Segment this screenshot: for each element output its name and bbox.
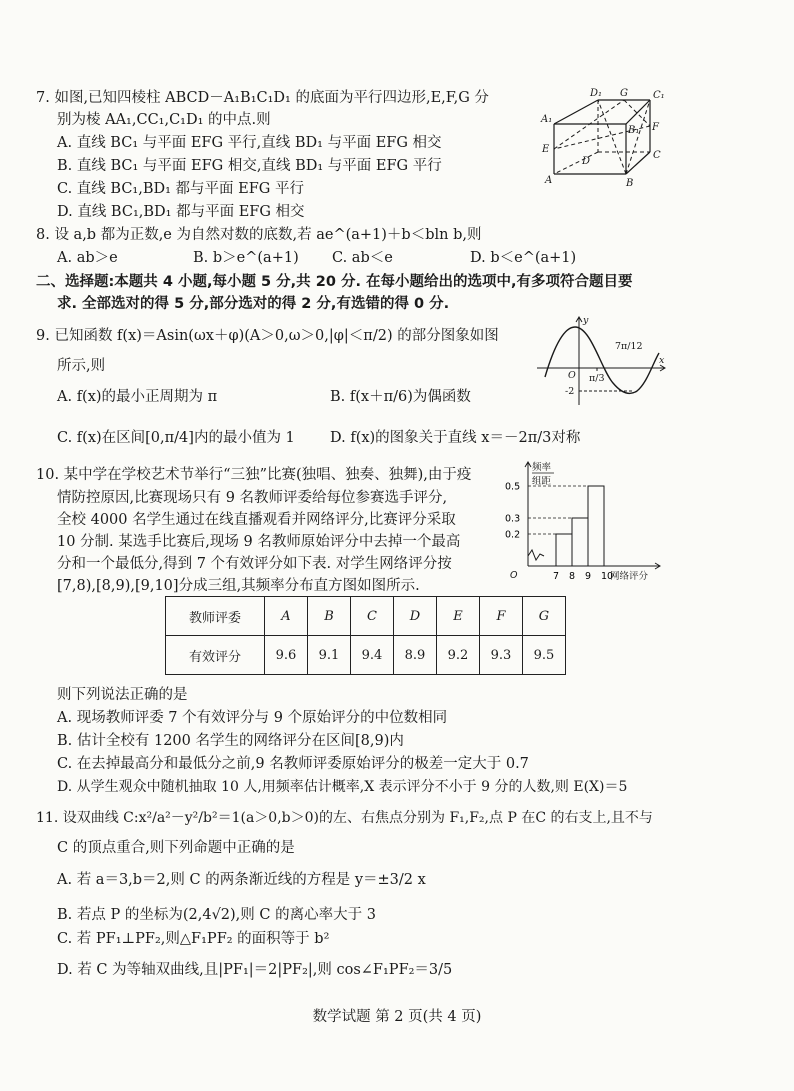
label-b1: B₁: [628, 125, 640, 136]
q11-option-b: B. 若点 P 的坐标为(2,4√2),则 C 的离心率大于 3: [57, 907, 376, 923]
q10-option-c: C. 在去掉最高分和最低分之前,9 名教师评委原始评分的极差一定大于 0.7: [57, 756, 529, 772]
label-d: D: [582, 156, 591, 167]
table-cell: B: [308, 597, 351, 636]
histogram-ylabel-top: 频率: [532, 462, 552, 473]
q9-stem-line2: 所示,则: [57, 358, 106, 374]
sine-graph: [535, 313, 670, 408]
histogram-ylabel-bottom: 组距: [532, 476, 552, 487]
table-cell: F: [480, 597, 523, 636]
q9-option-a: A. f(x)的最小正周期为 π: [57, 389, 218, 405]
section2-line2: 求. 全部选对的得 5 分,部分选对的得 2 分,有选错的得 0 分.: [57, 296, 450, 312]
table-cell: D: [394, 597, 437, 636]
q7-option-c: C. 直线 BC₁,BD₁ 都与平面 EFG 平行: [57, 181, 304, 197]
q9-stem-line1: 9. 已知函数 f(x)＝Asin(ωx＋φ)(A＞0,ω＞0,|φ|＜π/2) 的部分图象如图: [36, 328, 499, 344]
q10-line2: 情防控原因,比赛现场只有 9 名教师评委给每位参赛选手评分,: [57, 490, 448, 506]
histogram-x-tick: 8: [569, 571, 576, 582]
section2-line1: 二、选择题:本题共 4 小题,每小题 5 分,共 20 分. 在每小题给出的选项中,有多项符合题目要: [36, 274, 633, 290]
label-e: E: [542, 144, 550, 155]
q8-option-c: C. ab＜e: [332, 250, 393, 266]
q11-option-a: A. 若 a＝3,b＝2,则 C 的两条渐近线的方程是 y＝±3/2 x: [57, 872, 426, 888]
label-b: B: [626, 178, 634, 189]
histogram-x-tick: 10: [601, 571, 614, 582]
q11-stem-line1: 11. 设双曲线 C:x²/a²－y²/b²＝1(a＞0,b＞0)的左、右焦点分别为 F₁,F₂,点 P 在C 的右支上,且不与: [36, 810, 653, 826]
q8-option-b: B. b＞e^(a+1): [193, 250, 299, 266]
q8-stem: 8. 设 a,b 都为正数,e 为自然对数的底数,若 ae^(a+1)＋b＜bln b,则: [36, 227, 482, 243]
prism-figure: [540, 86, 680, 192]
table-cell: 9.2: [437, 636, 480, 675]
graph-neg2: -2: [565, 386, 575, 397]
table-cell: A: [265, 597, 308, 636]
label-a1: A₁: [541, 114, 553, 125]
histogram-origin: O: [510, 570, 518, 581]
table-cell: 8.9: [394, 636, 437, 675]
label-c1: C₁: [653, 90, 665, 101]
q11-stem-line2: C 的顶点重合,则下列命题中正确的是: [57, 840, 295, 856]
q9-option-c: C. f(x)在区间[0,π/4]内的最小值为 1: [57, 430, 295, 446]
table-cell: 9.3: [480, 636, 523, 675]
q8-option-a: A. ab＞e: [57, 250, 118, 266]
q9-option-b: B. f(x＋π/6)为偶函数: [330, 389, 471, 405]
q10-line3: 全校 4000 名学生通过在线直播观看并网络评分,比赛评分采取: [57, 512, 456, 528]
q10-option-a: A. 现场教师评委 7 个有效评分与 9 个原始评分的中位数相同: [57, 710, 448, 726]
page-footer: 数学试题 第 2 页(共 4 页): [312, 1009, 482, 1025]
q7-option-d: D. 直线 BC₁,BD₁ 都与平面 EFG 相交: [57, 204, 305, 220]
q7-option-b: B. 直线 BC₁ 与平面 EFG 相交,直线 BD₁ 与平面 EFG 平行: [57, 158, 442, 174]
q7-stem-line1: 7. 如图,已知四棱柱 ABCD－A₁B₁C₁D₁ 的底面为平行四边形,E,F,G 分: [36, 90, 489, 106]
table-row: [166, 597, 566, 636]
table-cell: 9.6: [265, 636, 308, 675]
frequency-histogram: [500, 458, 670, 588]
histogram-y-tick: 0.2: [505, 529, 521, 541]
label-f: F: [652, 122, 659, 133]
q11-option-d: D. 若 C 为等轴双曲线,且|PF₁|＝2|PF₂|,则 cos∠F₁PF₂＝3/5: [57, 962, 453, 978]
q10-line4: 10 分制. 某选手比赛后,现场 9 名教师原始评分中去掉一个最高: [57, 534, 461, 550]
table-cell: G: [523, 597, 566, 636]
q8-option-d: D. b＜e^(a+1): [470, 250, 577, 266]
q7-option-a: A. 直线 BC₁ 与平面 EFG 平行,直线 BD₁ 与平面 EFG 相交: [57, 135, 442, 151]
q10-line6: [7,8),[8,9),[9,10]分成三组,其频率分布直方图如图所示.: [57, 578, 420, 594]
table-cell: 9.1: [308, 636, 351, 675]
histogram-x-tick: 7: [553, 571, 560, 582]
histogram-bar: [588, 486, 604, 566]
graph-x-label: x: [659, 355, 665, 366]
histogram-y-tick: 0.5: [505, 481, 521, 493]
graph-pi3: π/3: [589, 373, 605, 384]
graph-7pi12: 7π/12: [615, 341, 643, 352]
graph-y-label: y: [583, 315, 589, 326]
q10-after: 则下列说法正确的是: [57, 687, 188, 703]
histogram-x-tick: 9: [585, 571, 592, 582]
table-cell: E: [437, 597, 480, 636]
table-cell: 9.5: [523, 636, 566, 675]
table-cell: C: [351, 597, 394, 636]
label-c: C: [653, 150, 661, 161]
histogram-xlabel: 网络评分: [610, 571, 649, 582]
graph-origin: O: [568, 370, 576, 381]
histogram-bar: [572, 518, 588, 566]
q7-stem-line2: 别为棱 AA₁,CC₁,C₁D₁ 的中点.则: [57, 112, 271, 128]
q10-option-b: B. 估计全校有 1200 名学生的网络评分在区间[8,9)内: [57, 733, 404, 749]
table-row: [166, 636, 566, 675]
q11-option-c: C. 若 PF₁⊥PF₂,则△F₁PF₂ 的面积等于 b²: [57, 931, 330, 947]
q10-line1: 10. 某中学在学校艺术节举行“三独”比赛(独唱、独奏、独舞),由于疫: [36, 467, 472, 483]
label-g: G: [620, 88, 628, 99]
table-header-judges: 教师评委: [166, 597, 265, 636]
label-a: A: [545, 175, 553, 186]
q9-option-d: D. f(x)的图象关于直线 x＝－2π/3对称: [330, 430, 581, 446]
histogram-y-tick: 0.3: [505, 513, 521, 525]
label-d1: D₁: [590, 88, 603, 99]
table-cell: 9.4: [351, 636, 394, 675]
q10-line5: 分和一个最低分,得到 7 个有效评分如下表. 对学生网络评分按: [57, 556, 452, 572]
table-header-scores: 有效评分: [166, 636, 265, 675]
histogram-bar: [556, 534, 572, 566]
q10-option-d: D. 从学生观众中随机抽取 10 人,用频率估计概率,X 表示评分不小于 9 分的人数,则 E(X)＝5: [57, 779, 628, 795]
score-table: [165, 596, 566, 675]
